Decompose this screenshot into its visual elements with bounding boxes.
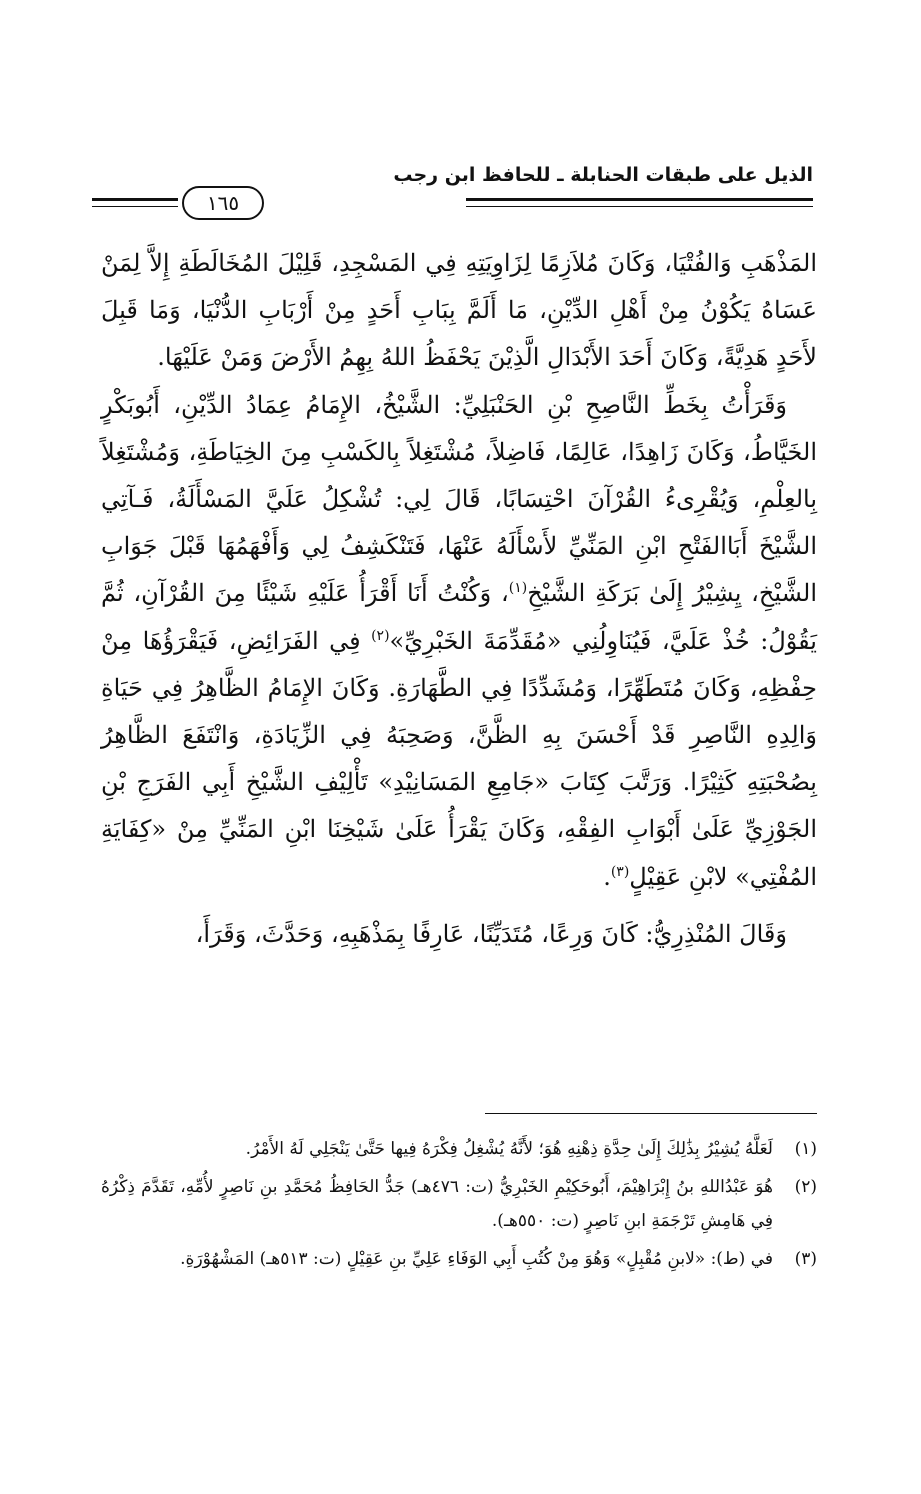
footnotes [101, 1132, 817, 1280]
paragraph-3: وَقَالَ المُنْذِرِيُّ: كَانَ وَرِعًا، مُتَدَيِّنًا، عَارِفًا بِمَذْهَبِهِ، وَحَدَّثَ، وَقَرَأَ، [195, 919, 787, 948]
footnote-number: (٢) [794, 1177, 817, 1197]
footnote-text: لَعَلَّهُ يُشِيْرُ بِذَٰلِكَ إِلَىٰ حِدَّةِ ذِهْنِهِ هُوَ؛ لأَنَّهُ يُشْغِلُ فِكْرَهُ فِيها حَتَّىٰ يَنْجَلِي لَهُ الأَمْرُ. [245, 1139, 773, 1159]
footnote-text: في (ط): «لابنِ مُقْبِلٍ» وَهُوَ مِنْ كُتُبِ أَبِي الوَفَاءِ عَلِيِّ بنِ عَقِيْلٍ (ت: ٥١٣هـ) المَشْهُوْرَةِ. [180, 1249, 773, 1269]
header-rule-left-thick [92, 198, 178, 201]
paragraph-1: المَذْهَبِ وَالفُتْيَا، وَكَانَ مُلاَزِمًا لِزَاوِيَتِهِ فِي المَسْجِدِ، قَلِيْلَ المُخَالَطَةِ إِلاَّ لِمَنْ عَسَاهُ يَكُوْنُ مِنْ أَهْلِ الدِّيْنِ، مَا أَلَمَّ بِبَابِ أَحَدٍ مِنْ أَرْبَابِ الدُّنْيَا، وَمَا قَبِلَ لأَحَدٍ هَدِيَّةً، وَكَانَ أَحَدَ الأَبْدَالِ الَّذِيْنَ يَحْفَظُ اللهُ بِهِمُ الأَرْضَ وَمَنْ عَلَيْهَا. [101, 249, 817, 372]
footnote-separator [485, 1113, 817, 1114]
header-rule-right-thick [466, 198, 813, 201]
header-rule-right-thin [466, 206, 813, 207]
header-rule-left-thin [92, 206, 178, 207]
page-number: ١٦٥ [182, 186, 264, 220]
footnote-number: (١) [794, 1139, 817, 1159]
main-text [101, 240, 817, 958]
footnote-number: (٣) [794, 1249, 817, 1269]
footnote-2 [101, 1170, 817, 1238]
paragraph-2-part-3: فِي الفَرَائِضِ، فَيَقْرَؤُهَا مِنْ حِفْظِهِ، وَكَانَ مُتَطَهِّرًا، وَمُشَدِّدًا فِي الطَّهَارَةِ. وَكَانَ الإِمَامُ الظَّاهِرُ فِي حَيَاةِ وَالِدِهِ النَّاصِرِ قَدْ أَحْسَنَ بِهِ الظَّنَّ، وَصَحِبَهُ فِي الزِّيَادَةِ، وَانْتَفَعَ الظَّاهِرُ بِصُحْبَتِهِ كَثِيْرًا. وَرَتَّبَ كِتَابَ «جَامِعِ المَسَانِيْدِ» تَأْلِيْفِ الشَّيْخِ أَبِي الفَرَجِ بْنِ الجَوْزِيِّ عَلَىٰ أَبْوَابِ الفِقْهِ، وَكَانَ يَقْرَأُ عَلَىٰ شَيْخِنَا ابْنِ المَنِّيِّ مِنْ «كِفَايَةِ المُفْتِي» لابْنِ عَقِيْلٍ [101, 626, 817, 891]
footnote-ref-2[interactable]: (٢) [371, 627, 390, 644]
header-title: الذيل على طبقات الحنابلة ـ للحافظ ابن رجب [393, 164, 813, 186]
footnote-3 [101, 1242, 817, 1276]
footnote-ref-1[interactable]: (١) [508, 580, 528, 597]
paragraph-2 [101, 382, 817, 901]
paragraph-2-part-4: . [603, 862, 611, 891]
footnote-text: هُوَ عَبْدُاللهِ بنُ إِبْرَاهِيْمَ، أَبُوحَكِيْمِ الخَبْرِيُّ (ت: ٤٧٦هـ) جَدُّ الحَافِظُ مُحَمَّدِ بنِ نَاصِرٍ لأُمِّهِ، تَقَدَّمَ ذِكْرُهُ فِي هَامِشِ تَرْجَمَةِ ابنِ نَاصِرٍ (ت: ٥٥٠هـ). [101, 1177, 774, 1231]
paragraph-2-part-1: وَقَرَأْتُ بِخَطِّ النَّاصِحِ بْنِ الحَنْبَلِيِّ: الشَّيْخُ، الإِمَامُ عِمَادُ الدِّيْنِ، أَبُوبَكْرٍ الخَيَّاطُ، وَكَانَ زَاهِدًا، عَالِمًا، فَاضِلاً، مُشْتَغِلاً بِالكَسْبِ مِنَ الخِيَاطَةِ، وَمُشْتَغِلاً بِالعِلْمِ، وَيُقْرِىءُ القُرْآنَ احْتِسَابًا، قَالَ لِي: تُشْكِلُ عَلَيَّ المَسْأَلَةُ، فَـآتِي الشَّيْخَ أَبَاالفَتْحِ ابْنِ المَنِّيِّ لأَسْأَلَهُ عَنْهَا، فَتَنْكَشِفُ لِي وَأَفْهَمُهَا قَبْلَ جَوَابِ الشَّيْخِ، يِشِيْرُ إِلَىٰ بَرَكَةِ الشَّيْخِ [101, 390, 817, 608]
paragraph-2-part-2: ، وَكُنْتُ أَنَا أَقْرَأُ عَلَيْهِ شَيْئًا مِنَ القُرْآنِ، ثُمَّ يَقُوْلُ: خُذْ عَلَيَّ، فَيُنَاوِلُنِي «مُقَدِّمَةَ الخَبْرِيِّ» [101, 579, 817, 655]
footnote-1 [101, 1132, 817, 1166]
footnote-ref-3[interactable]: (٣) [610, 863, 630, 880]
